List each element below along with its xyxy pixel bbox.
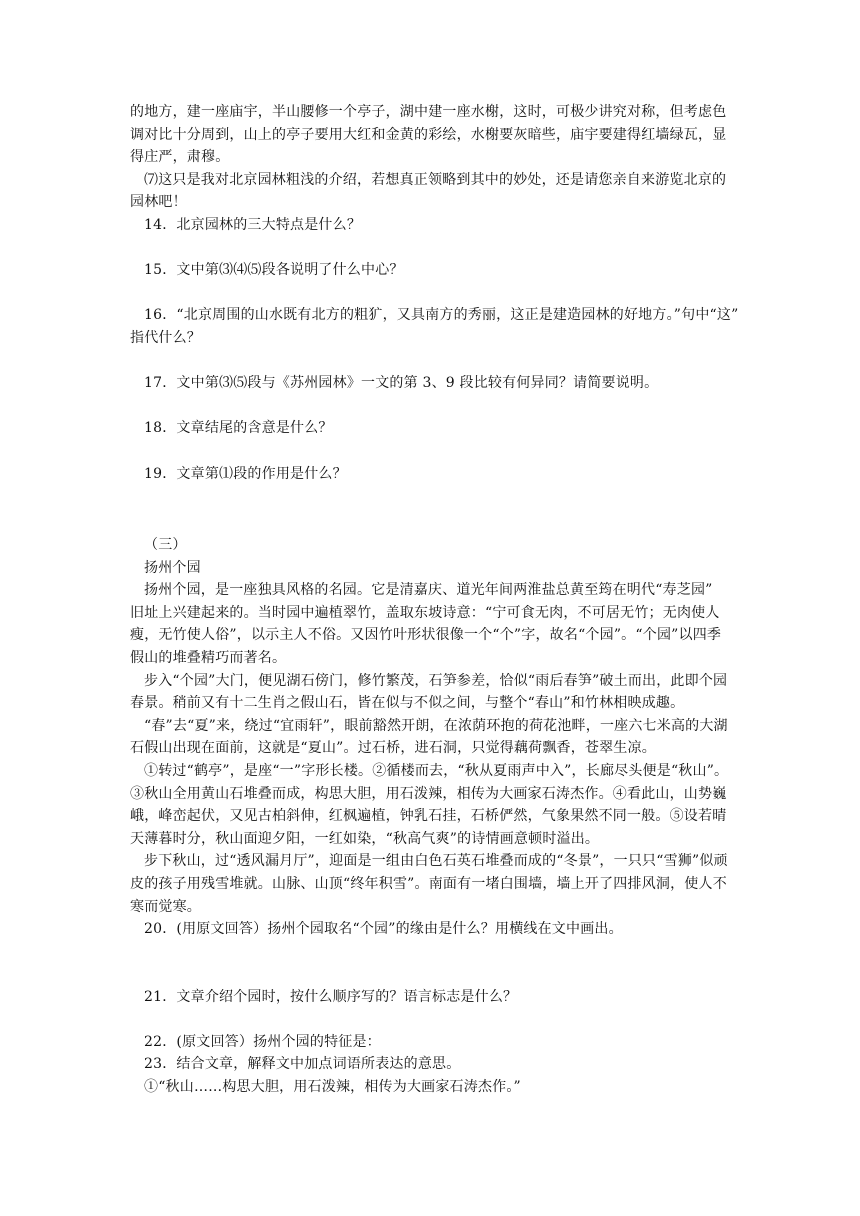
p1-line-3: 瘦，无竹使人俗”，以示主人不俗。又因竹叶形状很像一个“个”字，故名“个园”。“个园”以四季 (130, 627, 722, 644)
answer-space-20 (130, 941, 740, 986)
question-20: 20．(用原文回答）扬州个园取名“个园”的缘由是什么？用横线在文中画出。 (144, 921, 623, 938)
answer-space-15 (130, 282, 740, 305)
p1-line-2: 旧址上兴建起来的。当时园中遍植翠竹，盖取东坡诗意：“宁可食无肉，不可居无竹；无肉使人 (130, 604, 720, 621)
question-15: 15．文中第⑶⑷⑸段各说明了什么中心？ (144, 262, 404, 279)
question-16-line-2: 指代什么？ (130, 329, 201, 346)
question-14: 14．北京园林的三大特点是什么？ (144, 216, 362, 233)
p4-line-3: 峨，峰峦起伏，又见古柏斜伸，红枫遍植，钟乳石挂，石桥俨然，气象果然不同一般。⑤设若晴 (130, 808, 727, 825)
question-23-item-1: ①“秋山……构思大胆，用石泼辣，相传为大画家石涛杰作。” (144, 1079, 521, 1096)
answer-space-18 (130, 440, 740, 463)
question-23: 23．结合文章，解释文中加点词语所表达的意思。 (144, 1056, 461, 1073)
answer-space-21 (130, 1008, 740, 1031)
p5-line-3: 寒而觉寒。 (130, 898, 201, 915)
question-17: 17．文中第⑶⑸段与《苏州园林》一文的第 3、9 段比较有何异同？请简要说明。 (144, 375, 659, 392)
section-3-block (130, 534, 740, 1099)
p2-line-2: 春景。稍前又有十二生肖之假山石，皆在似与不似之间，与整个“春山”和竹林相映成趣。 (130, 695, 685, 712)
p4-line-2: ③秋山全用黄山石堆叠而成，构思大胆，用石泼辣，相传为大画家石涛杰作。④看此山，山势巍 (130, 785, 727, 802)
answer-space-14 (130, 237, 740, 260)
p1-line-1: 扬州个园，是一座独具风格的名园。它是清嘉庆、道光年间两淮盐总黄至筠在明代“寿芝园” (144, 582, 713, 599)
question-16-line-1: 16．“北京周围的山水既有北方的粗犷，又具南方的秀丽，这正是建造园林的好地方。”句中“这” (144, 307, 739, 324)
question-19: 19．文章第⑴段的作用是什么？ (144, 465, 347, 482)
para6-line-1: 的地方，建一座庙宇，半山腰修一个亭子，湖中建一座水榭，这时，可极少讲究对称，但考虑色 (130, 104, 727, 120)
p2-line-1: 步入“个园”大门，便见湖石傍门，修竹繁茂，石笋参差，恰似“雨后春笋”破土而出，此即个园 (144, 672, 728, 689)
question-18: 18．文章结尾的含意是什么？ (144, 420, 333, 437)
answer-space-17 (130, 395, 740, 418)
p5-line-2: 皮的孩子用残雪堆就。山脉、山顶“终年积雪”。南面有一堵白围墙，墙上开了四排风洞，使人不 (130, 875, 727, 892)
article-title: 扬州个园 (144, 559, 201, 576)
p3-line-2: 石假山出现在面前，这就是“夏山”。过石桥，进石洞，只觉得藕荷飘香，苍翠生凉。 (130, 740, 656, 757)
question-21: 21．文章介绍个园时，按什么顺序写的？语言标志是什么？ (144, 988, 518, 1005)
answer-space-16 (130, 350, 740, 373)
para7-line-2: 园林吧！ (130, 194, 187, 211)
para7-line-1: ⑺这只是我对北京园林粗浅的介绍，若想真正领略到其中的妙处，还是请您亲自来游览北京的 (144, 171, 727, 188)
p4-line-4: 天薄暮时分，秋山面迎夕阳，一红如染，“秋高气爽”的诗情画意顿时溢出。 (130, 830, 600, 847)
section-label: （三） (144, 537, 187, 553)
p3-line-1: “春”去“夏”来，绕过“宜雨轩”，眼前豁然开朗，在浓荫环抱的荷花池畔，一座六七米高的大湖 (144, 717, 728, 734)
para6-line-3: 得庄严，肃穆。 (130, 149, 230, 166)
p5-line-1: 步下秋山，过“透风漏月厅”，迎面是一组由白色石英石堆叠而成的“冬景”，一只只“雪狮”似顽 (144, 853, 728, 870)
question-22: 22．(原文回答）扬州个园的特征是： (144, 1033, 381, 1050)
para6-line-2: 调对比十分周到，山上的亭子要用大红和金黄的彩绘，水榭要灰暗些，庙宇要建得红墙绿瓦，显 (130, 126, 727, 143)
section-2-block (130, 101, 740, 485)
p1-line-4: 假山的堆叠精巧而著名。 (130, 649, 287, 666)
p4-line-1: ①转过“鹤亭”，是座“一”字形长楼。②循楼而去，“秋从夏雨声中入”，长廊尽头便是“秋山”。 (144, 762, 729, 779)
